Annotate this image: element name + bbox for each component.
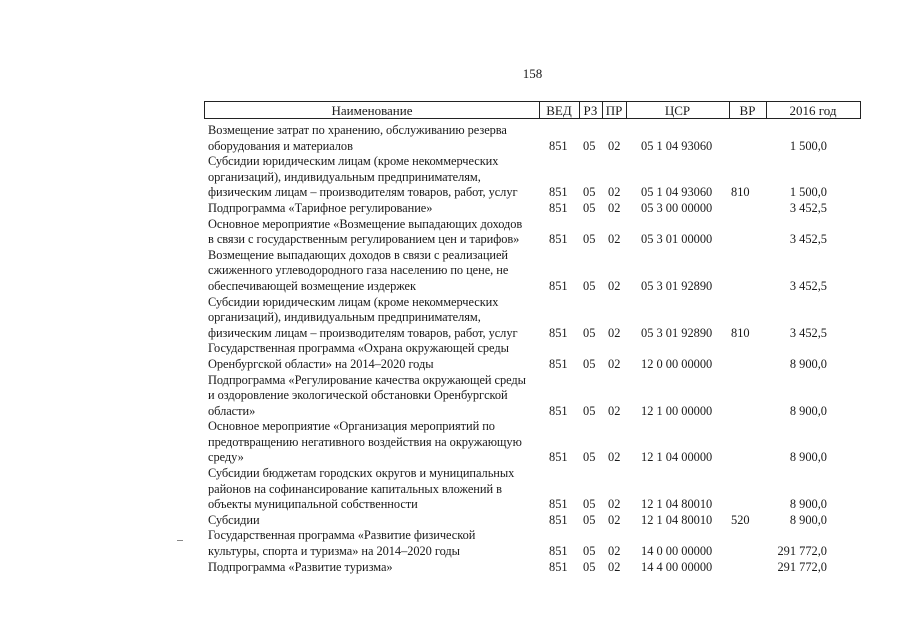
row-csr: 12 1 00 00000 bbox=[641, 403, 713, 418]
row-ved: 851 bbox=[549, 512, 568, 527]
table-row bbox=[0, 373, 905, 420]
table-row bbox=[0, 201, 905, 217]
row-rz: 05 bbox=[583, 356, 596, 371]
row-name-line: обеспечивающей возмещение издержек bbox=[208, 278, 416, 293]
row-rz: 05 bbox=[583, 544, 596, 559]
row-rz: 05 bbox=[583, 185, 596, 200]
row-ved: 851 bbox=[549, 356, 568, 371]
row-name-line: организаций), индивидуальным предпринимателям, bbox=[208, 169, 481, 184]
header-pr: ПР bbox=[602, 102, 627, 118]
row-vr bbox=[731, 279, 761, 295]
row-name-line: районов на софинансирование капитальных вложений в bbox=[208, 481, 502, 496]
row-name-line: среду» bbox=[208, 450, 244, 465]
row-name bbox=[208, 217, 538, 248]
row-name-line: Основное мероприятие «Возмещение выпадающих доходов bbox=[208, 216, 523, 231]
row-name bbox=[208, 513, 538, 529]
row-rz: 05 bbox=[583, 497, 596, 512]
row-csr: 05 3 01 92890 bbox=[641, 325, 713, 340]
row-pr: 02 bbox=[608, 200, 621, 215]
table-row bbox=[0, 295, 905, 342]
row-name-line: области» bbox=[208, 403, 256, 418]
row-csr: 14 4 00 00000 bbox=[641, 559, 713, 574]
row-name-line: Субсидии юридическим лицам (кроме некоммерческих bbox=[208, 294, 499, 309]
row-rz: 05 bbox=[583, 232, 596, 247]
row-csr: 12 1 04 00000 bbox=[641, 450, 713, 465]
row-vr bbox=[731, 450, 761, 466]
row-rz: 05 bbox=[583, 138, 596, 153]
row-ved: 851 bbox=[549, 200, 568, 215]
row-name-line: объекты муниципальной собственности bbox=[208, 497, 418, 512]
row-pr: 02 bbox=[608, 278, 621, 293]
table-row bbox=[0, 248, 905, 295]
header-name: Наименование bbox=[205, 102, 540, 118]
row-name-line: Оренбургской области» на 2014–2020 годы bbox=[208, 356, 434, 371]
row-vr bbox=[731, 404, 761, 420]
row-name-line: в связи с государственным регулированием цен и тарифов» bbox=[208, 232, 520, 247]
row-sum: 291 772,0 bbox=[777, 544, 827, 559]
row-sum: 8 900,0 bbox=[789, 403, 827, 418]
row-sum: 8 900,0 bbox=[789, 497, 827, 512]
row-name-line: Подпрограмма «Регулирование качества окружающей среды bbox=[208, 372, 526, 387]
row-vr bbox=[731, 139, 761, 155]
row-vr bbox=[731, 201, 761, 217]
table-header bbox=[204, 101, 861, 119]
table-row bbox=[0, 419, 905, 466]
row-ved: 851 bbox=[549, 278, 568, 293]
row-vr bbox=[731, 560, 761, 576]
row-name-line: Подпрограмма «Тарифное регулирование» bbox=[208, 200, 433, 215]
row-rz: 05 bbox=[583, 450, 596, 465]
row-name bbox=[208, 154, 538, 201]
header-csr: ЦСР bbox=[626, 102, 730, 118]
row-pr: 02 bbox=[608, 138, 621, 153]
row-pr: 02 bbox=[608, 512, 621, 527]
row-name-line: организаций), индивидуальным предпринимателям, bbox=[208, 310, 481, 325]
row-vr: 810 bbox=[731, 185, 750, 200]
row-pr: 02 bbox=[608, 450, 621, 465]
row-pr: 02 bbox=[608, 559, 621, 574]
row-sum: 3 452,5 bbox=[789, 325, 827, 340]
row-sum: 8 900,0 bbox=[789, 512, 827, 527]
table-body bbox=[0, 123, 905, 575]
row-pr: 02 bbox=[608, 325, 621, 340]
row-rz: 05 bbox=[583, 325, 596, 340]
row-csr: 05 3 00 00000 bbox=[641, 200, 713, 215]
row-csr: 12 1 04 80010 bbox=[641, 512, 713, 527]
row-name-line: физическим лицам – производителям товаров, работ, услуг bbox=[208, 325, 518, 340]
row-name-line: Основное мероприятие «Организация мероприятий по bbox=[208, 419, 495, 434]
table-row bbox=[0, 513, 905, 529]
page-number: 158 bbox=[522, 66, 543, 81]
row-name-line: Субсидии bbox=[208, 512, 260, 527]
row-name bbox=[208, 528, 538, 559]
row-name-line: сжиженного углеводородного газа населению по цене, не bbox=[208, 263, 509, 278]
row-pr: 02 bbox=[608, 403, 621, 418]
row-ved: 851 bbox=[549, 497, 568, 512]
row-csr: 12 1 04 80010 bbox=[641, 497, 713, 512]
row-name-line: Возмещение затрат по хранению, обслуживанию резерва bbox=[208, 123, 507, 137]
row-sum: 1 500,0 bbox=[789, 185, 827, 200]
row-vr bbox=[731, 357, 761, 373]
row-sum: 3 452,5 bbox=[789, 278, 827, 293]
row-sum: 8 900,0 bbox=[789, 450, 827, 465]
row-vr: 810 bbox=[731, 325, 750, 340]
row-ved: 851 bbox=[549, 450, 568, 465]
row-name-line: культуры, спорта и туризма» на 2014–2020 годы bbox=[208, 544, 460, 559]
row-name bbox=[208, 295, 538, 342]
row-name bbox=[208, 201, 538, 217]
row-csr: 14 0 00 00000 bbox=[641, 544, 713, 559]
row-pr: 02 bbox=[608, 544, 621, 559]
row-vr bbox=[731, 497, 761, 513]
row-csr: 05 3 01 92890 bbox=[641, 278, 713, 293]
row-ved: 851 bbox=[549, 559, 568, 574]
table-row bbox=[0, 341, 905, 372]
table-row bbox=[0, 123, 905, 154]
row-pr: 02 bbox=[608, 356, 621, 371]
table-row bbox=[0, 528, 905, 559]
row-name-line: предотвращению негативного воздействия на окружающую bbox=[208, 434, 522, 449]
row-rz: 05 bbox=[583, 512, 596, 527]
row-name bbox=[208, 419, 538, 466]
row-rz: 05 bbox=[583, 559, 596, 574]
row-sum: 8 900,0 bbox=[789, 356, 827, 371]
row-sum: 3 452,5 bbox=[789, 232, 827, 247]
table-row bbox=[0, 217, 905, 248]
row-vr bbox=[731, 232, 761, 248]
row-name-line: оборудования и материалов bbox=[208, 138, 353, 153]
header-vr: ВР bbox=[729, 102, 767, 118]
row-name-line: Возмещение выпадающих доходов в связи с реализацией bbox=[208, 247, 509, 262]
margin-mark bbox=[177, 540, 183, 541]
row-vr: 520 bbox=[731, 512, 750, 527]
row-sum: 1 500,0 bbox=[789, 138, 827, 153]
row-ved: 851 bbox=[549, 403, 568, 418]
row-pr: 02 bbox=[608, 185, 621, 200]
row-ved: 851 bbox=[549, 325, 568, 340]
row-rz: 05 bbox=[583, 200, 596, 215]
row-ved: 851 bbox=[549, 544, 568, 559]
row-name-line: и оздоровление экологической обстановки Оренбургской bbox=[208, 388, 508, 403]
row-ved: 851 bbox=[549, 232, 568, 247]
row-pr: 02 bbox=[608, 497, 621, 512]
row-name-line: Субсидии юридическим лицам (кроме некоммерческих bbox=[208, 154, 499, 169]
row-rz: 05 bbox=[583, 278, 596, 293]
table-row bbox=[0, 560, 905, 576]
header-year: 2016 год bbox=[789, 103, 837, 118]
row-csr: 05 1 04 93060 bbox=[641, 138, 713, 153]
table-row bbox=[0, 154, 905, 201]
row-csr: 12 0 00 00000 bbox=[641, 356, 713, 371]
row-csr: 05 3 01 00000 bbox=[641, 232, 713, 247]
row-vr bbox=[731, 544, 761, 560]
table-row bbox=[0, 466, 905, 513]
row-name-line: физическим лицам – производителям товаров, работ, услуг bbox=[208, 185, 518, 200]
row-name bbox=[208, 373, 538, 420]
header-rz: РЗ bbox=[579, 102, 603, 118]
row-name bbox=[208, 123, 538, 154]
row-ved: 851 bbox=[549, 185, 568, 200]
row-sum: 291 772,0 bbox=[777, 559, 827, 574]
row-ved: 851 bbox=[549, 138, 568, 153]
row-pr: 02 bbox=[608, 232, 621, 247]
row-name bbox=[208, 466, 538, 513]
row-rz: 05 bbox=[583, 403, 596, 418]
row-name-line: Государственная программа «Охрана окружающей среды bbox=[208, 341, 509, 356]
row-csr: 05 1 04 93060 bbox=[641, 185, 713, 200]
row-name bbox=[208, 341, 538, 372]
row-name bbox=[208, 248, 538, 295]
row-name bbox=[208, 560, 538, 576]
header-ved: ВЕД bbox=[539, 102, 580, 118]
row-sum: 3 452,5 bbox=[789, 200, 827, 215]
row-name-line: Субсидии бюджетам городских округов и муниципальных bbox=[208, 466, 515, 481]
row-name-line: Государственная программа «Развитие физической bbox=[208, 528, 476, 543]
row-name-line: Подпрограмма «Развитие туризма» bbox=[208, 559, 393, 574]
